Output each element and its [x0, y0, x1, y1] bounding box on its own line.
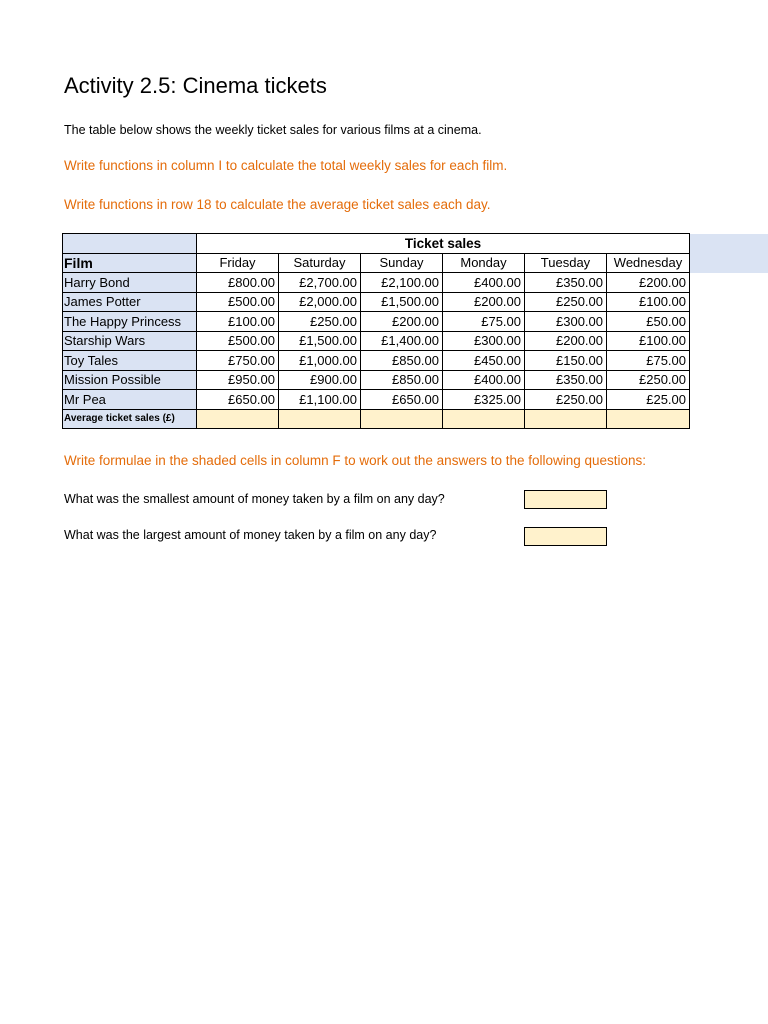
film-name-cell[interactable]: Toy Tales — [63, 351, 197, 371]
sales-cell[interactable]: £300.00 — [525, 312, 607, 332]
sales-cell[interactable]: £800.00 — [197, 273, 279, 293]
instruction-total-sales: Write functions in column I to calculate the total weekly sales for each film. — [64, 158, 508, 173]
sales-cell[interactable]: £500.00 — [197, 292, 279, 312]
table-row — [63, 292, 690, 312]
sales-cell[interactable]: £1,400.00 — [361, 331, 443, 351]
sales-cell[interactable]: £1,500.00 — [279, 331, 361, 351]
table-row — [63, 370, 690, 390]
sales-cell[interactable]: £2,700.00 — [279, 273, 361, 293]
sales-cell[interactable]: £25.00 — [607, 390, 690, 410]
group-header-row — [63, 234, 690, 254]
sales-cell[interactable]: £850.00 — [361, 351, 443, 371]
sales-cell[interactable]: £100.00 — [607, 292, 690, 312]
table-row — [63, 273, 690, 293]
sales-cell[interactable]: £100.00 — [607, 331, 690, 351]
sales-cell[interactable]: £250.00 — [279, 312, 361, 332]
sales-cell[interactable]: £75.00 — [607, 351, 690, 371]
average-input-cell[interactable] — [361, 409, 443, 429]
answer-largest-cell[interactable] — [524, 527, 607, 546]
day-header-friday[interactable]: Friday — [197, 253, 279, 273]
sales-cell[interactable]: £1,100.00 — [279, 390, 361, 410]
sales-cell[interactable]: £500.00 — [197, 331, 279, 351]
sales-cell[interactable]: £850.00 — [361, 370, 443, 390]
average-input-cell[interactable] — [197, 409, 279, 429]
sales-cell[interactable]: £250.00 — [607, 370, 690, 390]
instruction-average-sales: Write functions in row 18 to calculate the average ticket sales each day. — [64, 197, 491, 212]
instruction-formulae: Write formulae in the shaded cells in column F to work out the answers to the following questions: — [64, 453, 647, 468]
film-name-cell[interactable]: Harry Bond — [63, 273, 197, 293]
average-input-cell[interactable] — [279, 409, 361, 429]
average-row — [63, 409, 690, 429]
sales-cell[interactable]: £200.00 — [607, 273, 690, 293]
sales-cell[interactable]: £75.00 — [443, 312, 525, 332]
average-input-cell[interactable] — [525, 409, 607, 429]
film-name-cell[interactable]: Starship Wars — [63, 331, 197, 351]
sales-cell[interactable]: £350.00 — [525, 273, 607, 293]
sales-cell[interactable]: £650.00 — [361, 390, 443, 410]
film-header[interactable]: Film — [63, 253, 197, 273]
sales-cell[interactable]: £1,000.00 — [279, 351, 361, 371]
day-header-sunday[interactable]: Sunday — [361, 253, 443, 273]
question-smallest: What was the smallest amount of money taken by a film on any day? — [64, 492, 445, 506]
sales-cell[interactable]: £750.00 — [197, 351, 279, 371]
page-title: Activity 2.5: Cinema tickets — [64, 73, 327, 98]
film-name-cell[interactable]: Mission Possible — [63, 370, 197, 390]
sales-cell[interactable]: £250.00 — [525, 390, 607, 410]
sales-cell[interactable]: £450.00 — [443, 351, 525, 371]
table-row — [63, 351, 690, 371]
sales-cell[interactable]: £2,100.00 — [361, 273, 443, 293]
sales-cell[interactable]: £50.00 — [607, 312, 690, 332]
film-name-cell[interactable]: James Potter — [63, 292, 197, 312]
sales-cell[interactable]: £2,000.00 — [279, 292, 361, 312]
table-row — [63, 390, 690, 410]
answer-smallest-cell[interactable] — [524, 490, 607, 509]
table-row — [63, 331, 690, 351]
sales-cell[interactable]: £1,500.00 — [361, 292, 443, 312]
table-row — [63, 312, 690, 332]
average-input-cell[interactable] — [607, 409, 690, 429]
sales-cell[interactable]: £650.00 — [197, 390, 279, 410]
sales-cell[interactable]: £950.00 — [197, 370, 279, 390]
sales-cell[interactable]: £300.00 — [443, 331, 525, 351]
day-header-monday[interactable]: Monday — [443, 253, 525, 273]
day-header-row — [63, 253, 690, 273]
sales-cell[interactable]: £400.00 — [443, 273, 525, 293]
question-largest: What was the largest amount of money taken by a film on any day? — [64, 528, 437, 542]
sales-cell[interactable]: £400.00 — [443, 370, 525, 390]
average-input-cell[interactable] — [443, 409, 525, 429]
ticket-sales-header[interactable]: Ticket sales — [197, 234, 690, 254]
day-header-wednesday[interactable]: Wednesday — [607, 253, 690, 273]
sales-cell[interactable]: £250.00 — [525, 292, 607, 312]
sales-cell[interactable]: £200.00 — [443, 292, 525, 312]
intro-text: The table below shows the weekly ticket sales for various films at a cinema. — [64, 123, 482, 137]
ticket-sales-table — [62, 233, 690, 429]
film-name-cell[interactable]: Mr Pea — [63, 390, 197, 410]
day-header-tuesday[interactable]: Tuesday — [525, 253, 607, 273]
day-header-saturday[interactable]: Saturday — [279, 253, 361, 273]
sales-cell[interactable]: £150.00 — [525, 351, 607, 371]
sales-cell[interactable]: £200.00 — [525, 331, 607, 351]
corner-cell[interactable] — [63, 234, 197, 254]
average-label-cell[interactable]: Average ticket sales (£) — [63, 409, 197, 429]
sales-cell[interactable]: £100.00 — [197, 312, 279, 332]
sales-cell[interactable]: £350.00 — [525, 370, 607, 390]
sales-cell[interactable]: £200.00 — [361, 312, 443, 332]
film-name-cell[interactable]: The Happy Princess — [63, 312, 197, 332]
sales-cell[interactable]: £900.00 — [279, 370, 361, 390]
header-band — [689, 234, 768, 273]
sales-cell[interactable]: £325.00 — [443, 390, 525, 410]
